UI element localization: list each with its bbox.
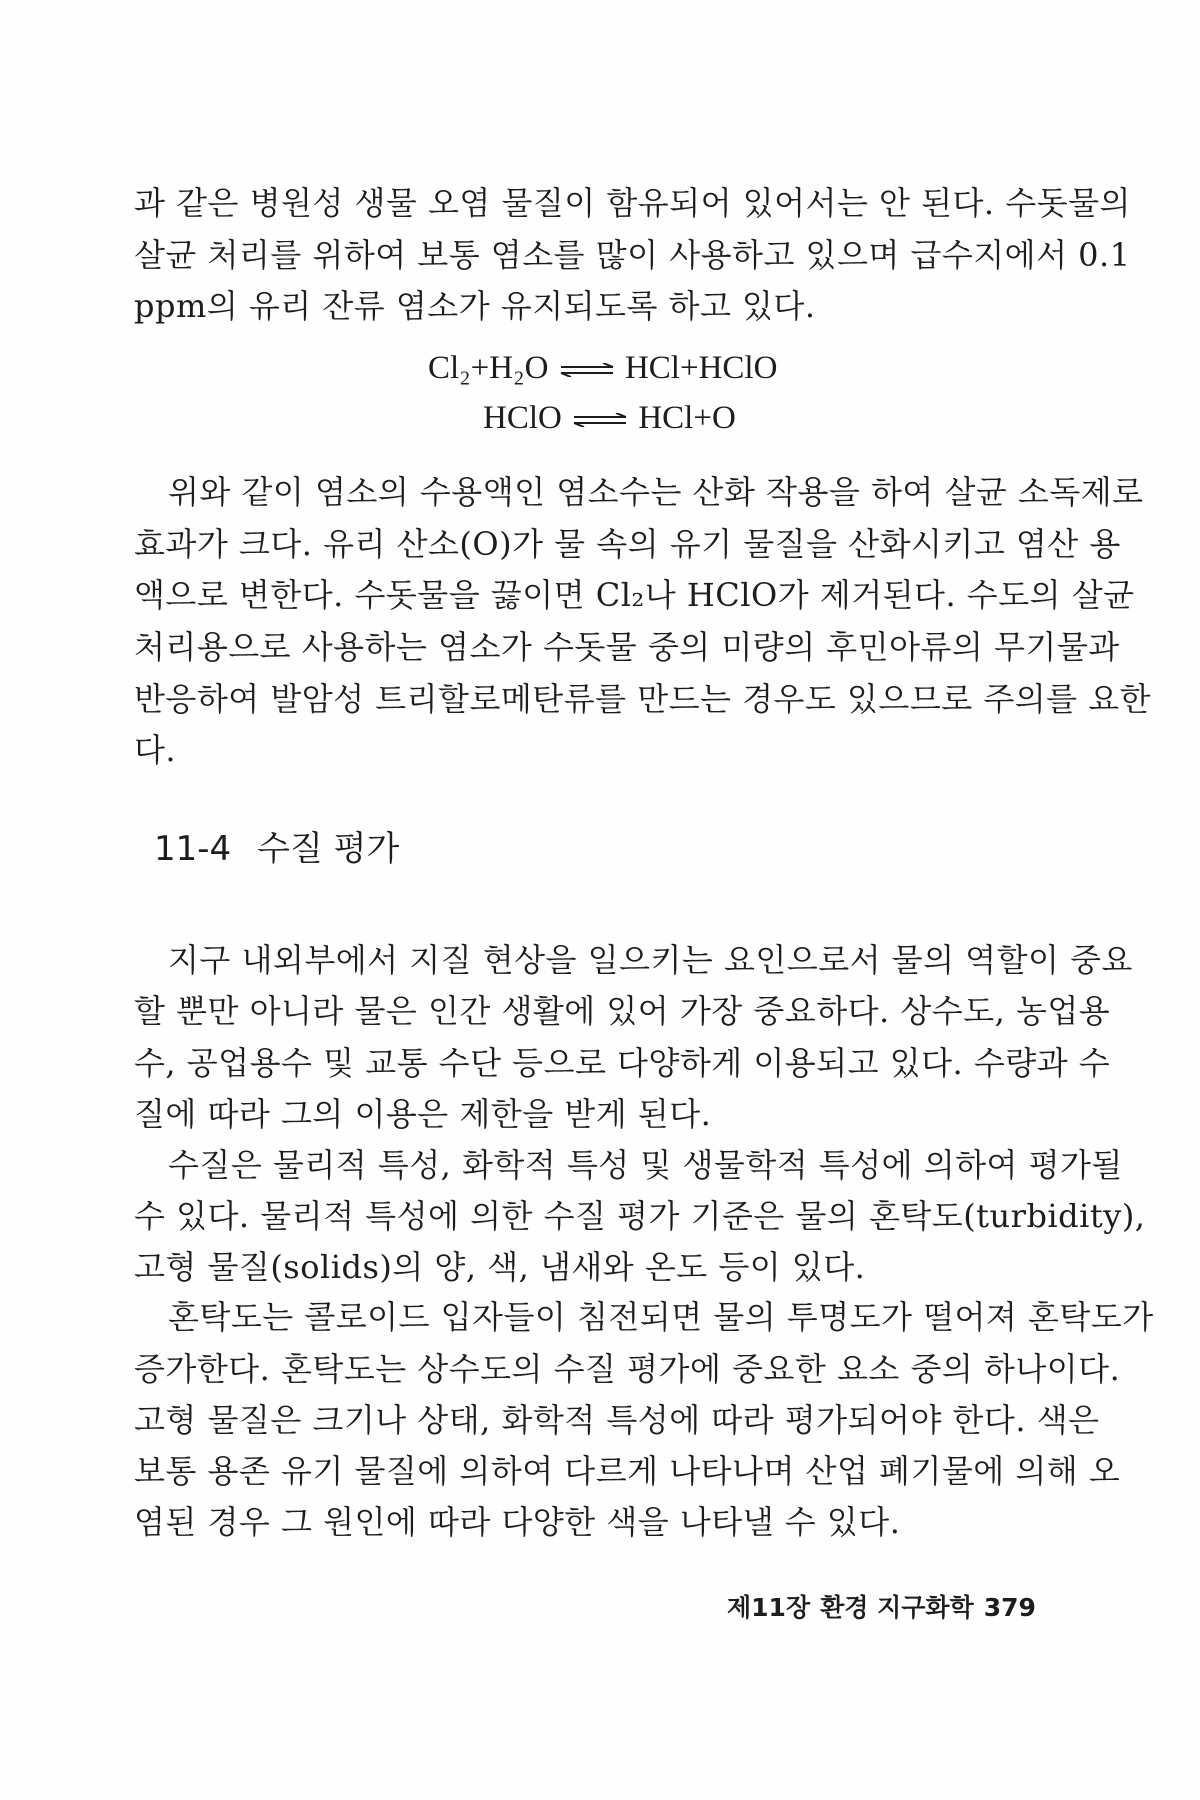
paragraph-line: 액으로 변한다. 수돗물을 끓이면 Cl₂나 HClO가 제거된다. 수도의 살균	[134, 576, 1135, 614]
paragraph-line: 염된 경우 그 원인에 따라 다양한 색을 나타낼 수 있다.	[134, 1503, 901, 1541]
equilibrium-arrow-icon	[559, 363, 615, 377]
paragraph-line: 혼탁도는 콜로이드 입자들이 침전되면 물의 투명도가 떨어져 혼탁도가	[168, 1298, 1154, 1336]
paragraph-line: 지구 내외부에서 지질 현상을 일으키는 요인으로서 물의 역할이 중요	[168, 941, 1133, 979]
paragraph-line: 살균 처리를 위하여 보통 염소를 많이 사용하고 있으며 급수지에서 0.1	[134, 236, 1131, 274]
paragraph-line: 고형 물질은 크기나 상태, 화학적 특성에 따라 평가되어야 한다. 색은	[134, 1401, 1100, 1439]
page-footer	[727, 1592, 1046, 1624]
paragraph-line: 과 같은 병원성 생물 오염 물질이 함유되어 있어서는 안 된다. 수돗물의	[134, 184, 1131, 222]
paragraph-line: 보통 용존 유기 물질에 의하여 다르게 나타나며 산업 폐기물에 의해 오	[134, 1452, 1121, 1490]
equation-right: HCl+O	[638, 400, 736, 436]
paragraph-line: 효과가 크다. 유리 산소(O)가 물 속의 유기 물질을 산화시키고 염산 용	[134, 525, 1121, 563]
footer-title: 환경 지구화학	[820, 1593, 974, 1622]
section-heading	[154, 827, 399, 871]
paragraph-line: 수질은 물리적 특성, 화학적 특성 및 생물학적 특성에 의하여 평가될	[168, 1146, 1123, 1184]
footer-chapter: 제11장	[727, 1593, 811, 1622]
equilibrium-arrow-icon	[572, 413, 628, 427]
paragraph-line: 처리용으로 사용하는 염소가 수돗물 중의 미량의 후민아류의 무기물과	[134, 628, 1120, 666]
equation-left: Cl₂+H₂O	[428, 350, 549, 386]
chemical-equation-2	[483, 398, 736, 438]
paragraph-line: 증가한다. 혼탁도는 상수도의 수질 평가에 중요한 요소 중의 하나이다.	[134, 1350, 1121, 1388]
paragraph-line: 위와 같이 염소의 수용액인 염소수는 산화 작용을 하여 살균 소독제로	[168, 473, 1144, 511]
paragraph-line: 다.	[134, 731, 177, 769]
paragraph-line: 고형 물질(solids)의 양, 색, 냄새와 온도 등이 있다.	[134, 1248, 866, 1286]
paragraph-line: 질에 따라 그의 이용은 제한을 받게 된다.	[134, 1095, 712, 1133]
paragraph-line: 수 있다. 물리적 특성에 의한 수질 평가 기준은 물의 혼탁도(turbidity),	[134, 1197, 1146, 1235]
paragraph-line: ppm의 유리 잔류 염소가 유지되도록 하고 있다.	[134, 287, 816, 325]
equation-left: HClO	[483, 400, 562, 436]
paragraph-line: 수, 공업용수 및 교통 수단 등으로 다양하게 이용되고 있다. 수량과 수	[134, 1044, 1111, 1082]
paragraph-line: 반응하여 발암성 트리할로메탄류를 만드는 경우도 있으므로 주의를 요한	[134, 680, 1152, 718]
paragraph-line: 할 뿐만 아니라 물은 인간 생활에 있어 가장 중요하다. 상수도, 농업용	[134, 992, 1111, 1030]
section-number: 11-4	[154, 829, 232, 869]
chemical-equation-1	[428, 348, 777, 388]
page-number: 379	[983, 1593, 1036, 1622]
section-title: 수질 평가	[257, 829, 400, 869]
equation-right: HCl+HClO	[624, 350, 778, 386]
